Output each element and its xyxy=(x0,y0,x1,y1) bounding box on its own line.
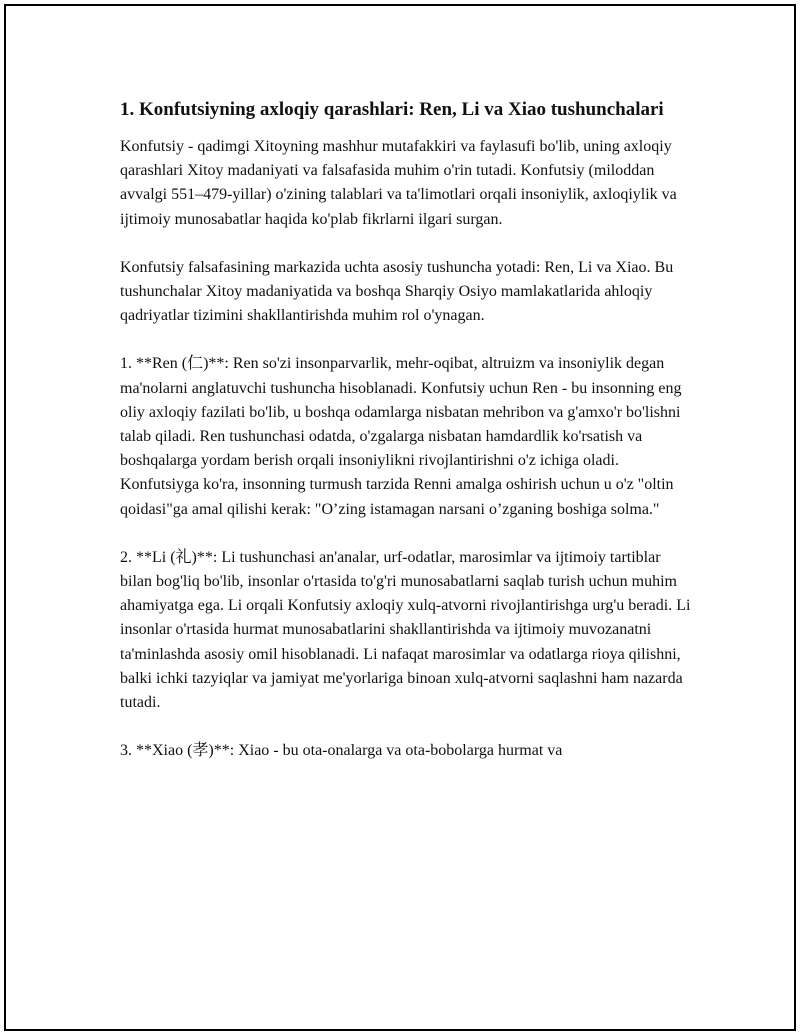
paragraph-ren: 1. **Ren (仁)**: Ren so'zi insonparvarlik, mehr-oqibat, altruizm va insoniylik degan ma'nolarni anglatuvchi tushuncha hisoblanadi. Konfutsiy uchun Ren - bu insonning eng oliy axloqiy fazilati bo'lib, u boshqa odamlarga nisbatan mehribon va g'amxo'r bo'lishni talab qiladi. Ren tushunchasi odatda, o'zgalarga nisbatan hamdardlik ko'rsatish va boshqalarga yordam berish orqali insoniylikni rivojlantirishni o'z ichiga oladi. Konfutsiyga ko'ra, insonning turmush tarzida Renni amalga oshirish uchun u o'z "oltin qoidasi"ga amal qilishi kerak: "O’zing istamagan narsani o’zganing boshiga solma." xyxy=(120,355,682,518)
paragraph-li: 2. **Li (礼)**: Li tushunchasi an'analar, urf-odatlar, marosimlar va ijtimoiy tartiblar bilan bog'liq bo'lib, insonlar o'rtasida to'g'ri munosabatlarni saqlab turish uchun muhim ahamiyatga ega. Li orqali Konfutsiy axloqiy xulq-atvorni rivojlantirishga urg'u beradi. Li insonlar o'rtasida hurmat munosabatlarini shakllantirishda va ijtimoiy muvozanatni ta'minlashda asosiy omil hisoblanadi. Li nafaqat marosimlar va odatlarga rioya qilishni, balki ichki tazyiqlar va jamiyat me'yorlariga binoan xulq-atvorni saqlashni ham nazarda tutadi. xyxy=(120,548,691,712)
paragraph-xiao: 3. **Xiao (孝)**: Xiao - bu ota-onalarga va ota-bobolarga hurmat va xyxy=(120,742,563,760)
page-frame xyxy=(4,4,796,1031)
paragraph-intro: Konfutsiy - qadimgi Xitoyning mashhur mutafakkiri va faylasufi bo'lib, uning axloqiy qarashlari Xitoy madaniyati va falsafasida muhim o'rin tutadi. Konfutsiy (miloddan avvalgi 551–479-yillar) o'zining talablari va ta'limotlari orqali insoniylik, axloqiylik va ijtimoiy munosabatlar haqida ko'plab fikrlarni ilgari surgan. xyxy=(120,138,677,228)
paragraph-core-concepts: Konfutsiy falsafasining markazida uchta asosiy tushuncha yotadi: Ren, Li va Xiao. Bu tushunchalar Xitoy madaniyatida va boshqa Sharqiy Osiyo mamlakatlarida ahloqiy qadriyatlar tizimini shakllantirishda muhim rol o'ynagan. xyxy=(120,258,674,325)
document-title: 1. Konfutsiyning axloqiy qarashlari: Ren, Li va Xiao tushunchalari xyxy=(120,99,664,120)
document-body xyxy=(120,96,695,787)
